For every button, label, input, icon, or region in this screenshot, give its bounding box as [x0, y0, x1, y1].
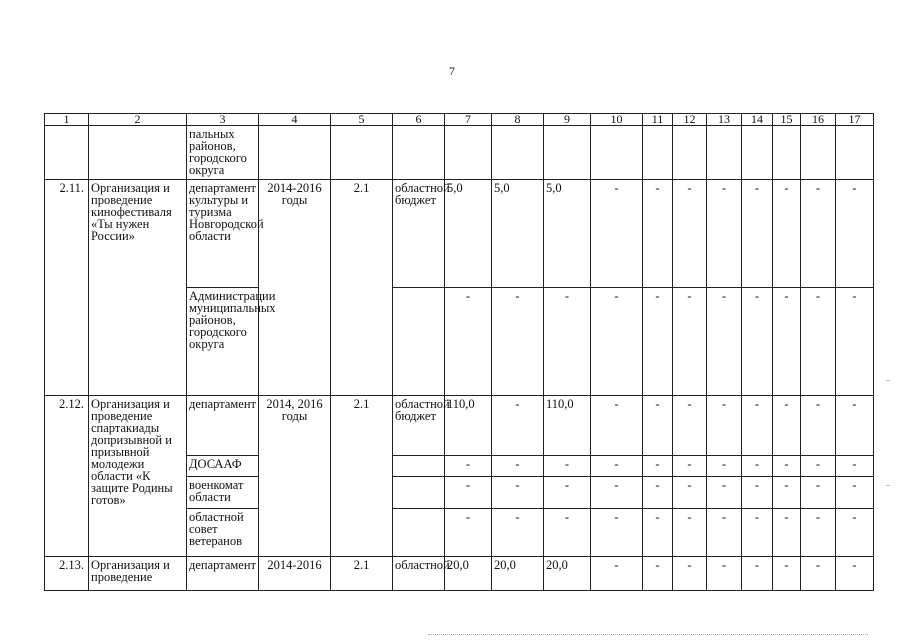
value-cell: - [707, 180, 742, 288]
value-cell: - [801, 509, 836, 557]
value-cell: - [801, 180, 836, 288]
value-cell: 20,0 [544, 557, 591, 591]
value-cell: 5,0 [544, 180, 591, 288]
value-cell: - [801, 456, 836, 477]
value-cell: 110,0 [445, 396, 492, 456]
header-cell: 15 [773, 114, 801, 126]
value-cell: - [836, 396, 874, 456]
header-cell: 14 [742, 114, 773, 126]
activity-name: Организация и проведение кинофестиваля «Ты нужен России» [89, 180, 187, 396]
value-cell: - [643, 396, 673, 456]
value-cell: - [673, 288, 707, 396]
value-cell: - [707, 509, 742, 557]
header-cell: 17 [836, 114, 874, 126]
value-cell: - [742, 557, 773, 591]
value-cell: - [707, 288, 742, 396]
executor-cell: департамент культуры и туризма Новгородской области [187, 180, 259, 288]
value-cell: - [742, 180, 773, 288]
header-cell: 2 [89, 114, 187, 126]
margin-mark [886, 485, 890, 486]
row-number: 2.13. [45, 557, 89, 591]
value-cell: - [643, 509, 673, 557]
value-cell: - [643, 456, 673, 477]
header-cell: 7 [445, 114, 492, 126]
value-cell: - [673, 456, 707, 477]
executor-cell: областной совет ветеранов [187, 509, 259, 557]
value-cell: - [673, 477, 707, 509]
value-cell: - [836, 180, 874, 288]
value-cell: - [801, 557, 836, 591]
value-cell: 20,0 [445, 557, 492, 591]
table-row [45, 557, 874, 591]
source-cell: областной бюджет [393, 396, 445, 456]
executor-cell: департамент [187, 396, 259, 456]
value-cell: - [643, 477, 673, 509]
value-cell: - [544, 477, 591, 509]
value-cell: - [492, 477, 544, 509]
table-row [45, 126, 874, 180]
source-cell: областной [393, 557, 445, 591]
target-cell: 2.1 [331, 557, 393, 591]
value-cell: - [673, 396, 707, 456]
target-cell: 2.1 [331, 396, 393, 557]
value-cell: - [707, 557, 742, 591]
term-cell: 2014, 2016 годы [259, 396, 331, 557]
value-cell: - [591, 396, 643, 456]
value-cell: - [836, 288, 874, 396]
value-cell: - [836, 509, 874, 557]
value-cell: 5,0 [445, 180, 492, 288]
value-cell: - [445, 477, 492, 509]
header-row [45, 114, 874, 126]
activity-name: Организация и проведение спартакиады допризывной и призывной молодежи области «К защите Родины готов» [89, 396, 187, 557]
value-cell: - [643, 180, 673, 288]
value-cell: - [742, 509, 773, 557]
value-cell: - [544, 509, 591, 557]
value-cell: - [445, 509, 492, 557]
activity-name: Организация и проведение [89, 557, 187, 591]
executor-cell: военкомат области [187, 477, 259, 509]
executor-cell: ДОСААФ [187, 456, 259, 477]
table-row [45, 396, 874, 456]
value-cell: - [773, 180, 801, 288]
value-cell: - [836, 557, 874, 591]
value-cell: - [801, 396, 836, 456]
value-cell: - [591, 288, 643, 396]
value-cell: - [591, 456, 643, 477]
value-cell: 5,0 [492, 180, 544, 288]
value-cell: - [742, 456, 773, 477]
value-cell: - [801, 477, 836, 509]
scan-artifact-line [428, 634, 868, 636]
value-cell: - [773, 288, 801, 396]
program-table [44, 113, 874, 591]
value-cell: - [492, 456, 544, 477]
source-cell: областной бюджет [393, 180, 445, 288]
value-cell: - [673, 180, 707, 288]
value-cell: - [445, 456, 492, 477]
value-cell: - [492, 396, 544, 456]
header-cell: 10 [591, 114, 643, 126]
value-cell: - [643, 557, 673, 591]
value-cell: - [673, 557, 707, 591]
target-cell: 2.1 [331, 180, 393, 396]
executor-cell: пальных районов, городского округа [187, 126, 259, 180]
value-cell: - [773, 456, 801, 477]
header-cell: 5 [331, 114, 393, 126]
value-cell: - [591, 477, 643, 509]
value-cell: - [707, 477, 742, 509]
header-cell: 11 [643, 114, 673, 126]
value-cell: 110,0 [544, 396, 591, 456]
value-cell: - [544, 288, 591, 396]
value-cell: - [492, 288, 544, 396]
value-cell: - [773, 477, 801, 509]
value-cell: - [836, 456, 874, 477]
value-cell: - [544, 456, 591, 477]
page-number: 7 [449, 64, 455, 78]
value-cell: - [492, 509, 544, 557]
header-cell: 16 [801, 114, 836, 126]
value-cell: - [742, 288, 773, 396]
header-cell: 1 [45, 114, 89, 126]
value-cell: - [773, 396, 801, 456]
header-cell: 4 [259, 114, 331, 126]
value-cell: - [773, 557, 801, 591]
table-row [45, 180, 874, 288]
row-number: 2.12. [45, 396, 89, 557]
header-cell: 8 [492, 114, 544, 126]
executor-cell: департамент [187, 557, 259, 591]
value-cell: 20,0 [492, 557, 544, 591]
value-cell: - [591, 509, 643, 557]
header-cell: 13 [707, 114, 742, 126]
value-cell: - [673, 509, 707, 557]
row-number: 2.11. [45, 180, 89, 396]
value-cell: - [591, 557, 643, 591]
header-cell: 12 [673, 114, 707, 126]
term-cell: 2014-2016 годы [259, 180, 331, 396]
value-cell: - [836, 477, 874, 509]
value-cell: - [801, 288, 836, 396]
value-cell: - [591, 180, 643, 288]
executor-cell: Администрации муниципальных районов, городского округа [187, 288, 259, 396]
value-cell: - [707, 456, 742, 477]
value-cell: - [742, 396, 773, 456]
margin-mark [886, 380, 890, 381]
value-cell: - [707, 396, 742, 456]
value-cell: - [773, 509, 801, 557]
header-cell: 3 [187, 114, 259, 126]
header-cell: 9 [544, 114, 591, 126]
value-cell: - [445, 288, 492, 396]
value-cell: - [643, 288, 673, 396]
value-cell: - [742, 477, 773, 509]
header-cell: 6 [393, 114, 445, 126]
term-cell: 2014-2016 [259, 557, 331, 591]
